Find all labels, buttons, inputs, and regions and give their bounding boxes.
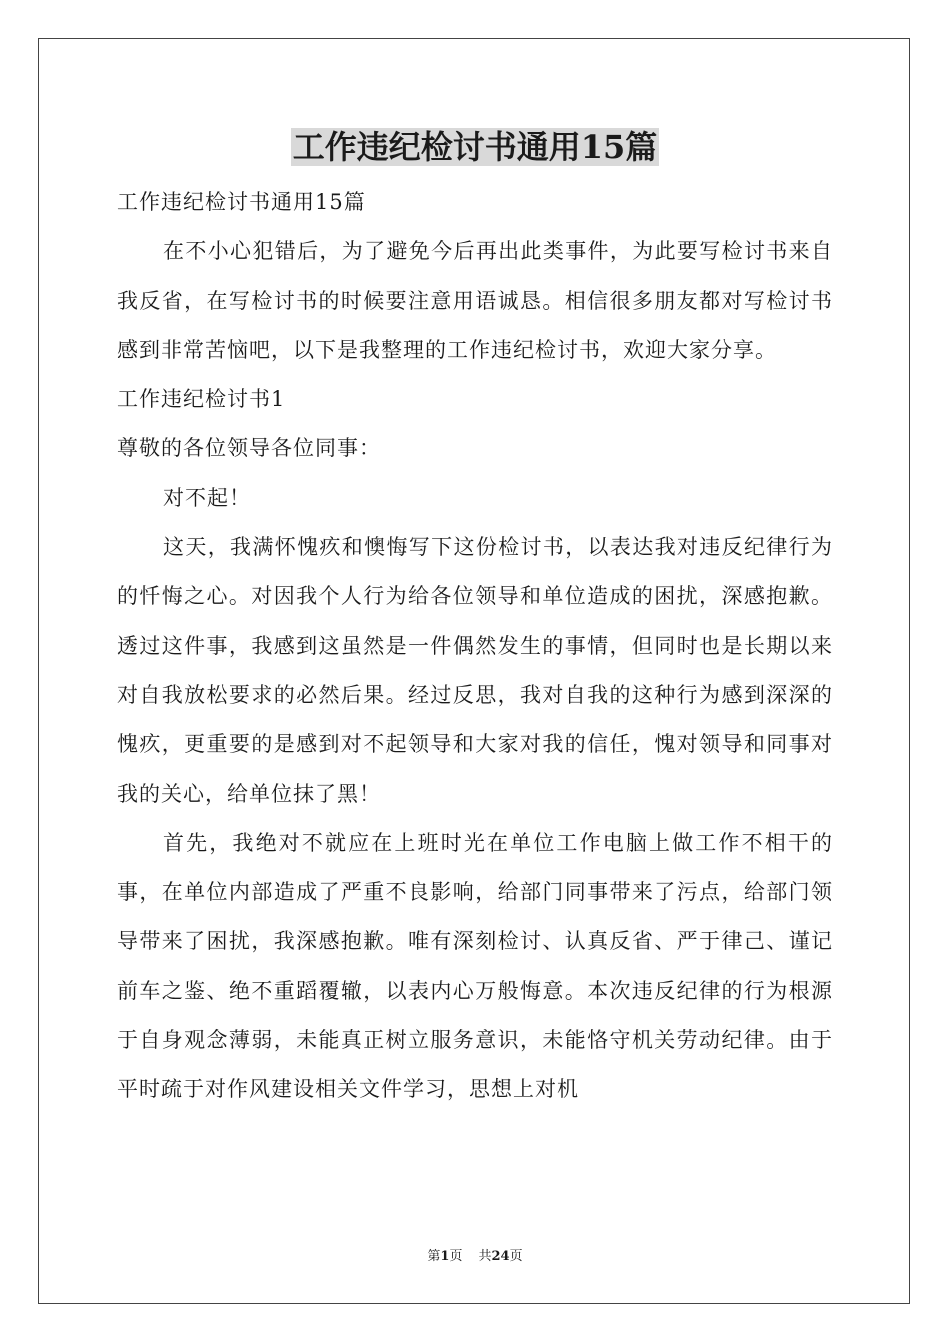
paragraph: 对不起！ — [163, 485, 251, 510]
paragraph: 这天，我满怀愧疚和懊悔写下这份检讨书，以表达我对违反纪律行为的忏悔之心。对因我个人行为给各位领导和单位造成的困扰，深感抱歉。透过这件事，我感到这虽然是一件偶然发生的事情，但同时也是长期以来对自我放松要求的必然后果。经过反思，我对自我的这种行为感到深深的愧疚，更重要的是感到对不起领导和大家对我的信任，愧对领导和同事对我的关心，给单位抹了黑！ — [117, 535, 833, 806]
page-current: 1 — [440, 1249, 450, 1264]
page-footer — [0, 1248, 950, 1266]
document-title — [0, 125, 950, 169]
page-prefix: 第 — [427, 1249, 441, 1264]
paragraph: 首先，我绝对不就应在上班时光在单位工作电脑上做工作不相干的事，在单位内部造成了严重不良影响，给部门同事带来了污点，给部门领导带来了困扰，我深感抱歉。唯有深刻检讨、认真反省、严于律己、谨记前车之鉴、绝不重蹈覆辙，以表内心万般悔意。本次违反纪律的行为根源于自身观念薄弱，未能真正树立服务意识，未能恪守机关劳动纪律。由于平时疏于对作风建设相关文件学习，思想上对机 — [117, 830, 833, 1102]
paragraph: 工作违纪检讨书通用15篇 — [117, 190, 366, 214]
page-total: 24 — [491, 1249, 510, 1264]
section-heading: 工作违纪检讨书1 — [117, 387, 286, 412]
page-suffix: 页 — [449, 1249, 463, 1264]
paragraph: 在不小心犯错后，为了避免今后再出此类事件，为此要写检讨书来自我反省，在写检讨书的时候要注意用语诚恳。相信很多朋友都对写检讨书感到非常苦恼吧，以下是我整理的工作违纪检讨书，欢迎大家分享。 — [117, 239, 833, 362]
total-suffix: 页 — [509, 1249, 523, 1264]
total-prefix: 共 — [478, 1249, 492, 1264]
salutation: 尊敬的各位领导各位同事： — [117, 436, 381, 461]
document-body — [117, 178, 833, 1115]
document-title-text: 工作违纪检讨书通用15篇 — [292, 128, 658, 166]
